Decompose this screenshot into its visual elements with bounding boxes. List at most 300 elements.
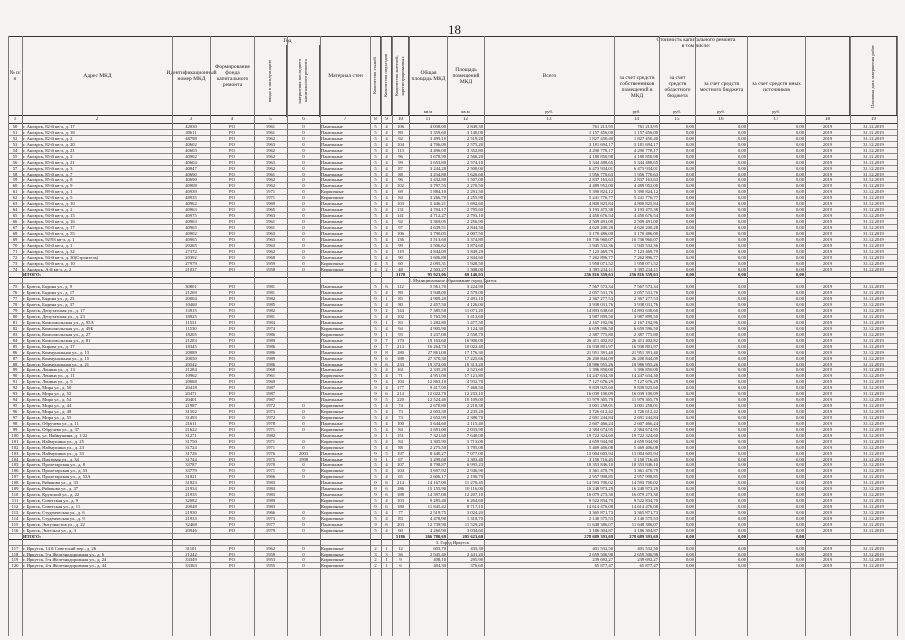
cell-area-living: 2 521,60 (466, 367, 483, 373)
cell-cost-owners: 5 241 776,77 (633, 195, 658, 201)
cell-cost-owners: 1 956 770,63 (633, 171, 658, 177)
cell-cost-region: 0,00 (685, 236, 694, 242)
cell-no: 82 (12, 325, 18, 331)
cell-no: 50 (12, 124, 18, 129)
cell-cost-local: 0,00 (737, 242, 746, 248)
cell-cost-other: 0,00 (795, 290, 804, 296)
cell-year: 2019 (822, 236, 833, 242)
cell-no: 115 (11, 521, 19, 527)
cell-ident: 21284 (185, 367, 197, 373)
cell-fund: РО (229, 420, 235, 426)
cell-plan-date: 31.12.2019 (863, 224, 884, 230)
cell-cost-other: 0,00 (795, 468, 804, 474)
cell-residents: 99 (398, 242, 403, 248)
cell-ident: 21930 (185, 509, 197, 515)
cell-cost-total: 3 170 486,00 (588, 230, 613, 236)
cell-address: г. Братск, Мира ул., д. 54 (23, 397, 72, 403)
cell-residents: 102 (397, 183, 404, 189)
cell-cost-owners: 26 200 844,09 (631, 355, 658, 361)
cell-no: 57 (12, 165, 18, 171)
cell-year-built: 1962 (265, 147, 276, 153)
cell-ident: 20471 (185, 391, 197, 397)
cell-cost-region: 0,00 (685, 533, 694, 539)
cell-cost-owners: 2 387 775,80 (633, 331, 658, 337)
cell-year: 2019 (822, 391, 833, 397)
cell-area-total: 2 335,20 (429, 367, 446, 373)
cell-entrances: 4 (385, 124, 388, 129)
cell-year: 2019 (822, 135, 833, 141)
cell-wall: Панельные (321, 486, 343, 492)
cell-cost-other: руб. (772, 109, 780, 114)
cell-year-built: 1971 (265, 195, 276, 201)
cell-year-built: 1977 (265, 521, 276, 527)
cell-ident: 27979 (185, 260, 197, 266)
cell-entrances: 4 (385, 468, 388, 474)
cell-cost-local: 0,00 (737, 533, 746, 539)
cell-cost-other: 0,00 (795, 420, 804, 426)
cell-cost-owners: 3 726 612,42 (633, 409, 658, 414)
grid-line (659, 36, 660, 636)
header-wall: Материал стен (320, 37, 370, 115)
cell-cost-owners: 239 692,27 (637, 557, 658, 563)
cell-residents: 188 (397, 355, 404, 361)
cell-area-living: 17 176,30 (464, 349, 483, 355)
header-cost-title: Стоимость капитального ремонта в том числе: (656, 37, 736, 49)
cell-cost-local: 0,00 (737, 159, 746, 165)
cell-plan-date: 31.12.2019 (863, 444, 884, 450)
cell-cost-other: 0,00 (795, 349, 804, 355)
cell-year-repair: 0 (302, 135, 305, 141)
cell-cost-region: 0,00 (685, 343, 694, 349)
cell-cost-region: 0,00 (685, 468, 694, 474)
cell-area-living: 205 623,60 (462, 533, 483, 539)
cell-cost-local: руб. (717, 109, 725, 114)
cell-ident: 21037 (185, 266, 197, 272)
cell-cost-total: 2 509 491,00 (588, 219, 613, 224)
cell-wall: Панельные (321, 159, 343, 165)
cell-address: г. Ангарск, 94-й кв-л, д. 2 (23, 207, 73, 213)
cell-cost-region: 0,00 (685, 456, 694, 462)
cell-address: ИТОГО: (23, 533, 42, 539)
cell-cost-owners: 2 140 575,53 (633, 515, 658, 521)
cell-no: 101 (11, 438, 19, 444)
cell-residents: 84 (398, 438, 403, 444)
cell-area-total: 2 945,40 (429, 551, 446, 557)
cell-plan-date: 31.12.2019 (863, 498, 884, 504)
cell-area-living: 3 140,00 (466, 129, 483, 135)
cell-year-repair: 0 (302, 266, 305, 272)
cell-no: 98 (12, 420, 18, 426)
cell-year-built: 1961 (265, 124, 276, 129)
cell-fund: РО (229, 260, 235, 266)
cell-floors: 8 (374, 117, 377, 122)
cell-fund: РО (229, 432, 235, 438)
cell-wall: Кирпичные (321, 563, 344, 569)
cell-plan-date: 31.12.2019 (863, 254, 884, 260)
cell-fund: РО (229, 438, 235, 444)
cell-cost-other: 0,00 (795, 355, 804, 361)
cell-no: 117 (11, 545, 19, 551)
cell-area-living: 2 291,50 (466, 189, 483, 195)
cell-year: 2019 (822, 409, 833, 414)
cell-address: г. Братск, Комсомольская ул., д. 95А (23, 319, 94, 325)
cell-no: 106 (11, 468, 19, 474)
cell-cost-other: 0,00 (795, 296, 804, 302)
cell-cost-owners: 2 057 531,76 (633, 290, 658, 296)
cell-residents: 180 (397, 504, 404, 509)
cell-year: 2019 (822, 325, 833, 331)
cell-cost-local: 0,00 (737, 296, 746, 302)
cell-wall: Панельные (321, 314, 343, 319)
cell-no: 68 (12, 230, 18, 236)
cell-year-built: 1958 (265, 266, 276, 272)
cell-cost-other: 0,00 (795, 171, 804, 177)
cell-residents: 9 (399, 557, 402, 563)
cell-cost-other: 0,00 (795, 147, 804, 153)
cell-year: 2019 (822, 474, 833, 480)
cell-year-built: 1963 (265, 141, 276, 147)
cell-cost-total: руб. (545, 109, 553, 114)
cell-wall: Кирпичные (321, 373, 344, 379)
cell-cost-region: 0,00 (685, 159, 694, 165)
cell-area-living: 7 640,00 (466, 432, 483, 438)
cell-year: 2019 (822, 527, 833, 533)
cell-year-repair: 0 (302, 159, 305, 165)
cell-area-total: 2 503,27 (429, 266, 446, 272)
cell-entrances: 4 (385, 224, 388, 230)
header-fund: Формирование фонда капитального ремонта (210, 37, 254, 115)
cell-floors: 9 (374, 331, 377, 337)
cell-ident: 40847 (185, 165, 197, 171)
cell-residents: 67 (398, 456, 403, 462)
grid-line (22, 36, 23, 636)
cell-fund: РО (229, 492, 235, 498)
cell-cost-total: 9 839 925,60 (588, 385, 613, 391)
cell-cost-other: 0,00 (795, 165, 804, 171)
cell-fund: РО (229, 367, 235, 373)
cell-year: 2019 (822, 331, 833, 337)
cell-cost-owners: 65 877,47 (639, 563, 658, 569)
cell-entrances: 4 (385, 379, 388, 385)
cell-area-living: 2 574,10 (466, 159, 483, 165)
cell-cost-local: 0,00 (737, 171, 746, 177)
cell-cost-owners: 9 839 925,60 (633, 385, 658, 391)
cell-cost-total: 1 945 532,36 (588, 242, 613, 248)
cell-cost-total: 14 614 476,08 (586, 504, 613, 509)
cell-entrances: 6 (385, 284, 388, 290)
cell-cost-total: 18 353 846,10 (586, 462, 613, 468)
cell-year: 2019 (822, 557, 833, 563)
cell-fund: РО (229, 290, 235, 296)
cell-cost-other: 0,00 (795, 367, 804, 373)
cell-area-living: 3 413,60 (466, 314, 483, 319)
cell-cost-other: 0,00 (795, 533, 804, 539)
cell-entrances: 4 (385, 462, 388, 468)
cell-wall: Панельные (321, 349, 343, 355)
cell-year-built: 1963 (265, 236, 276, 242)
cell-address: г. Братск, Обручева ул., д. 11 (23, 420, 79, 426)
cell-plan-date: 31.12.2019 (863, 563, 884, 569)
cell-plan-date: 31.12.2019 (863, 527, 884, 533)
cell-floors: 5 (374, 183, 377, 189)
cell-wall: 7 (343, 117, 347, 122)
grid-line (747, 36, 748, 636)
cell-cost-owners: 2 837 163,63 (633, 177, 658, 183)
cell-cost-total: 14 893 638,60 (586, 308, 613, 314)
cell-area-total: 3 644,60 (429, 420, 446, 426)
cell-year-repair: 0 (302, 563, 305, 569)
cell-plan-date: 31.12.2019 (863, 343, 884, 349)
cell-cost-region: 0,00 (685, 367, 694, 373)
cell-cost-owners: 4 180 850,98 (633, 153, 658, 159)
cell-address: г. Братск, ул. Наймушина, д. 1/22 (23, 432, 88, 438)
cell-cost-other: 0,00 (795, 361, 804, 367)
cell-no: 114 (11, 515, 19, 521)
cell-area-total: 4 712,27 (429, 213, 446, 219)
cell-cost-local: 0,00 (737, 331, 746, 337)
cell-plan-date: 31.12.2019 (863, 230, 884, 236)
cell-entrances: 6 (385, 486, 388, 492)
cell-cost-region: 0,00 (685, 527, 694, 533)
cell-year: 2019 (822, 290, 833, 296)
cell-entrances: 4 (385, 474, 388, 480)
cell-year-repair: 0 (302, 242, 305, 248)
cell-plan-date: 31.12.2019 (863, 331, 884, 337)
cell-year: 2019 (822, 498, 833, 504)
cell-no: 105 (11, 462, 19, 468)
cell-area-living: 4 932,70 (466, 379, 483, 385)
cell-cost-local: 0,00 (737, 272, 746, 278)
cell-plan-date: 31.12.2019 (863, 337, 884, 343)
cell-cost-other: 0,00 (795, 432, 804, 438)
cell-cost-total: 2 367 277,53 (588, 296, 613, 302)
cell-plan-date: 31.12.2019 (863, 432, 884, 438)
cell-cost-other: 0,00 (795, 213, 804, 219)
cell-area-living: 2 007,50 (466, 230, 483, 236)
cell-entrances: 4 (385, 420, 388, 426)
grid-line (370, 36, 371, 636)
cell-fund: РО (229, 444, 235, 450)
cell-area-living: 1 477,50 (466, 319, 483, 325)
cell-plan-date: 31.12.2019 (863, 189, 884, 195)
cell-address: г. Ангарск, 85-й кв-л, д. 21 (23, 159, 75, 165)
cell-area-total: 3 299,60 (429, 456, 446, 462)
cell-cost-total: 1 958 071,52 (588, 260, 613, 266)
cell-residents: 107 (397, 462, 404, 468)
cell-ident: 31726 (185, 450, 197, 456)
cell-ident: 18205 (185, 331, 197, 337)
cell-entrances: 4 (385, 385, 388, 391)
cell-cost-total: 9 522 834,70 (588, 498, 613, 504)
cell-floors: 9 (374, 319, 377, 325)
cell-residents: 144 (397, 308, 404, 314)
cell-no: 73 (12, 260, 18, 266)
cell-area-total: 3 653,80 (429, 159, 446, 165)
cell-fund: РО (229, 521, 235, 527)
cell-ident: 40963 (185, 219, 197, 224)
cell-cost-local: 0,00 (737, 349, 746, 355)
cell-entrances: 4 (385, 189, 388, 195)
cell-address: г. Братск, Пихтовая ул., д. 34 (23, 456, 79, 462)
cell-cost-other: 0,00 (795, 373, 804, 379)
cell-residents: 100 (397, 420, 404, 426)
cell-year-repair: 0 (302, 260, 305, 266)
cell-residents: 92 (398, 219, 403, 224)
cell-area-total: 15 155,90 (427, 486, 446, 492)
cell-cost-region: 0,00 (685, 385, 694, 391)
header-cost-local: за счет средств местного бюджета (695, 57, 747, 117)
cell-cost-other: 0,00 (795, 159, 804, 165)
cell-residents: 93 (398, 331, 403, 337)
cell-ident: 27372 (185, 248, 197, 254)
cell-cost-local: 0,00 (737, 545, 746, 551)
cell-cost-owners: 4 659 944,90 (633, 438, 658, 444)
cell-area-living: 2 033,90 (466, 426, 483, 432)
cell-cost-local: 0,00 (737, 195, 746, 201)
cell-ident: 21934 (185, 486, 197, 492)
cell-floors: 9 (374, 349, 377, 355)
cell-entrances: 4 (385, 129, 388, 135)
cell-no: 99 (12, 426, 18, 432)
cell-year-repair: 0 (302, 438, 305, 444)
cell-address: г. Братск, Ленина ул., д. 5 (23, 379, 73, 385)
cell-fund: РО (229, 248, 235, 254)
cell-ident: 40603 (185, 147, 197, 153)
cell-cost-local: 0,00 (737, 189, 746, 195)
cell-cost-owners: 761 213,95 (637, 124, 658, 129)
cell-area-living: 3 024,20 (466, 509, 483, 515)
cell-entrances: 4 (385, 219, 388, 224)
cell-wall: Панельные (321, 456, 343, 462)
cell-cost-owners: 16 079 273,30 (631, 492, 658, 498)
cell-cost-owners: 1 396 850,00 (633, 367, 658, 373)
cell-year-built: 1984 (265, 486, 276, 492)
cell-area-living: кв.м (461, 109, 470, 114)
cell-year-repair: 0 (302, 177, 305, 183)
cell-address: г. Братск, Пролетарская ул., д. 53 (23, 468, 88, 474)
cell-area-living: 11 529,20 (464, 521, 483, 527)
cell-wall: Панельные (321, 230, 343, 236)
section-title: 3. Город Иркутск (8, 540, 897, 546)
cell-address: г. Братск, Рябикова ул., д. 37 (23, 486, 79, 492)
cell-year-repair: 0 (302, 230, 305, 236)
cell-address: г. Братск, Кирова ул., д. 17 (23, 343, 75, 349)
cell-ident: 40604 (185, 159, 197, 165)
cell-entrances: 2 (385, 266, 388, 272)
cell-no: 80 (12, 314, 18, 319)
cell-area-total: 3 305,90 (429, 438, 446, 444)
cell-cost-region: 0,00 (685, 438, 694, 444)
cell-floors: 5 (374, 224, 377, 230)
cell-year: 2019 (822, 147, 833, 153)
cell-year: 2019 (822, 171, 833, 177)
cell-wall: Панельные (321, 450, 343, 456)
cell-cost-total: 3 365 871,73 (588, 509, 613, 515)
cell-area-living: 2 566,20 (466, 153, 483, 159)
cell-cost-local: 0,00 (737, 165, 746, 171)
cell-entrances: 1 (385, 296, 388, 302)
header-cost-other: за счет средств иных источников (747, 57, 805, 117)
cell-cost-other: 0,00 (795, 124, 804, 129)
cell-cost-local: 0,00 (737, 236, 746, 242)
cell-floors: 2 (374, 557, 377, 563)
cell-cost-total: 3 938 031,76 (588, 302, 613, 308)
cell-year-repair: 0 (302, 521, 305, 527)
cell-year: 2019 (822, 355, 833, 361)
cell-year-built: 1982 (265, 308, 276, 314)
cell-cost-other: 0,00 (795, 551, 804, 557)
cell-cost-total: 256 816 359,63 (584, 272, 613, 278)
cell-year-built: 1963 (265, 230, 276, 236)
cell-cost-owners: 3 150 716,45 (633, 456, 658, 462)
cell-entrances: 4 (385, 498, 388, 504)
cell-residents: 89 (398, 290, 403, 296)
cell-plan-date: 31.12.2019 (863, 284, 884, 290)
cell-area-living: 18 313,20 (464, 361, 483, 367)
cell-plan-date: 31.12.2019 (863, 219, 884, 224)
cell-cost-total: 4 450 676,54 (588, 213, 613, 219)
cell-year-repair: 0 (302, 509, 305, 515)
cell-floors: 4 (374, 260, 377, 266)
cell-floors: 5 (374, 444, 377, 450)
cell-cost-total: 3 193 475,38 (588, 207, 613, 213)
cell-year: 2019 (822, 219, 833, 224)
cell-floors: 9 (374, 379, 377, 385)
cell-cost-total: 4 489 952,00 (588, 183, 613, 189)
cell-address: г. Братск, Бадина ул., д. 37 (23, 302, 75, 308)
cell-no: 95 (12, 403, 18, 409)
cell-area-total: 404,30 (433, 563, 446, 569)
cell-cost-local: 0,00 (737, 361, 746, 367)
cell-year-built: 1971 (265, 444, 276, 450)
header-residents: Количество жителей, зарегистрированных (392, 37, 409, 115)
cell-address: г. Братск, Мира ул., д. 52 (23, 391, 72, 397)
cell-fund: РО (229, 385, 235, 391)
cell-wall: Панельные (321, 462, 343, 468)
cell-year: 2019 (822, 254, 833, 260)
cell-fund: РО (229, 302, 235, 308)
cell-cost-total: 4 659 944,90 (588, 438, 613, 444)
cell-address: г. Ангарск, 94-й кв-л, д. 10 (23, 260, 75, 266)
cell-year: 2019 (822, 260, 833, 266)
cell-ident: 21283 (185, 337, 197, 343)
cell-plan-date: 31.12.2019 (863, 379, 884, 385)
cell-cost-total: 1 157 456,00 (588, 129, 613, 135)
cell-cost-other: 0,00 (795, 272, 804, 278)
cell-floors: 5 (374, 462, 377, 468)
cell-address: г. Братск, Крупской ул., д. 22 (23, 492, 80, 498)
cell-floors: 9 (374, 337, 377, 343)
cell-cost-total: 3 181 694,17 (588, 141, 613, 147)
cell-fund: РО (229, 349, 235, 355)
cell-cost-region: 0,00 (685, 153, 694, 159)
cell-wall: Панельные (321, 391, 343, 397)
grid-line (254, 36, 255, 636)
header-plan-date: Плановая дата завершения работ (850, 37, 897, 115)
cell-ident: 31101 (185, 545, 197, 551)
cell-no: 108 (11, 480, 19, 486)
cell-wall: Панельные (321, 296, 343, 302)
cell-cost-other: 0,00 (795, 337, 804, 343)
cell-cost-owners: 13 004 605,94 (631, 450, 658, 456)
cell-fund: РО (229, 135, 235, 141)
cell-cost-owners: 3 987 899,50 (633, 314, 658, 319)
cell-address: г. Братск, Наймушина ул., д. 23 (23, 444, 84, 450)
cell-cost-local: 0,00 (737, 177, 746, 183)
cell-area-total: 14 597,00 (427, 492, 446, 498)
cell-residents: 96 (398, 153, 403, 159)
cell-year-built: 1961 (265, 373, 276, 379)
